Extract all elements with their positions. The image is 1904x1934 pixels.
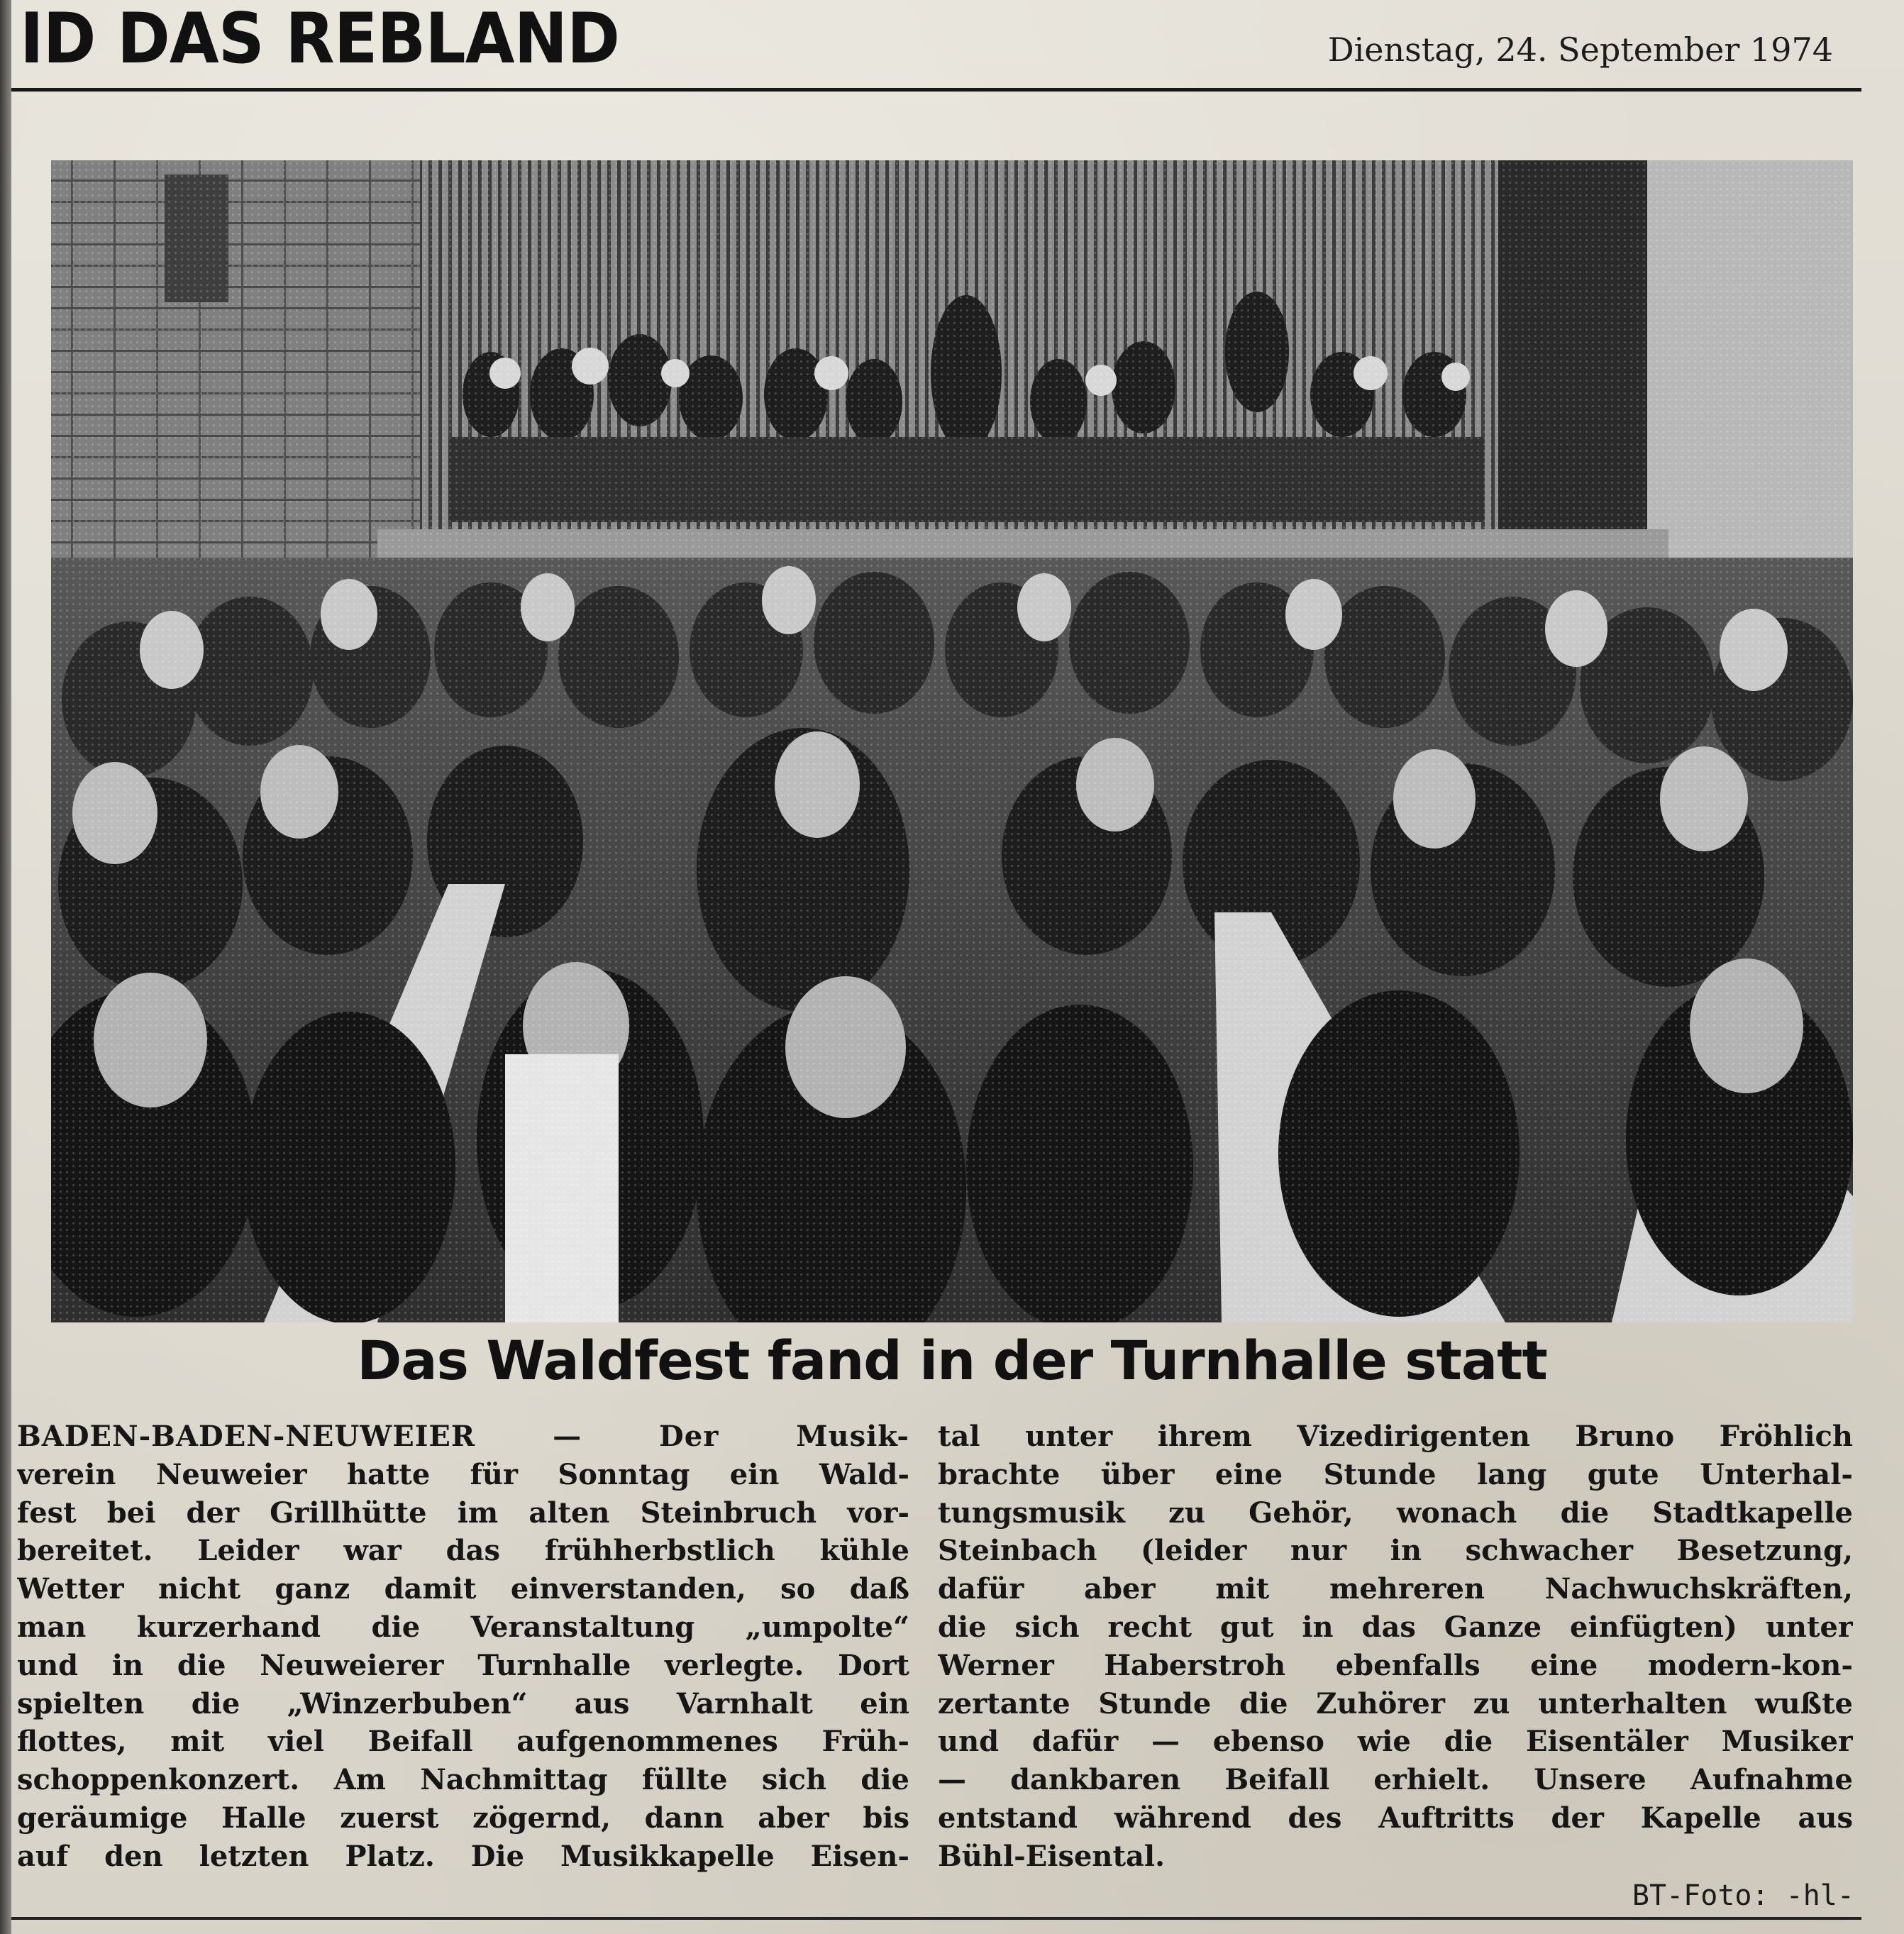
bottom-rule [11, 1917, 1861, 1920]
issue-date: Dienstag, 24. September 1974 [1327, 31, 1833, 69]
text-line: brachte über eine Stunde lang gute Unterhal- [938, 1457, 1853, 1491]
text-line: Steinbach (leider nur in schwacher Besetzung, [938, 1534, 1853, 1568]
masthead-title: ID DAS REBLAND [20, 0, 620, 79]
masthead-rule [11, 88, 1861, 92]
text-line: und dafür — ebenso wie die Eisentäler Musiker [938, 1725, 1853, 1759]
text-line: tal unter ihrem Vizedirigenten Bruno Fröhlich [938, 1420, 1853, 1453]
text-line: dafür aber mit mehreren Nachwuchskräften, [938, 1572, 1853, 1606]
text-line: die sich recht gut in das Ganze einfügten) unter [938, 1610, 1853, 1644]
article-column-left [17, 1418, 909, 1876]
article-column-right [938, 1418, 1853, 1876]
concert-photo [51, 160, 1853, 1322]
text-line: verein Neuweier hatte für Sonntag ein Wald- [17, 1457, 909, 1491]
photo-credit: BT-Foto: -hl- [1632, 1879, 1854, 1912]
text-line: zertante Stunde die Zuhörer zu unterhalten wußte [938, 1686, 1853, 1720]
text-line: tungsmusik zu Gehör, wonach die Stadtkapelle [938, 1496, 1853, 1530]
text-line: spielten die „Winzerbuben“ aus Varnhalt ein [17, 1686, 909, 1720]
text-line: und in die Neuweierer Turnhalle verlegte. Dort [17, 1648, 909, 1682]
article-headline: Das Waldfest fand in der Turnhalle statt [357, 1329, 1547, 1392]
text-line: entstand während des Auftritts der Kapelle aus [938, 1801, 1853, 1835]
clipping-edge [0, 0, 11, 1934]
text-line: fest bei der Grillhütte im alten Steinbruch vor- [17, 1496, 909, 1530]
text-line: — dankbaren Beifall erhielt. Unsere Aufnahme [938, 1763, 1853, 1797]
text-line: man kurzerhand die Veranstaltung „umpolte“ [17, 1610, 909, 1644]
text-line: Werner Haberstroh ebenfalls eine modern-kon- [938, 1648, 1853, 1682]
text-line: auf den letzten Platz. Die Musikkapelle Eisen- [17, 1839, 909, 1873]
text-line: schoppenkonzert. Am Nachmittag füllte sich die [17, 1763, 909, 1797]
text-line: BADEN-BADEN-NEUWEIER — Der Musik- [17, 1420, 909, 1453]
text-line: bereitet. Leider war das frühherbstlich kühle [17, 1534, 909, 1568]
text-line: Bühl-Eisental. [938, 1839, 1166, 1873]
text-line: flottes, mit viel Beifall aufgenommenes Früh- [17, 1725, 909, 1759]
text-line: geräumige Halle zuerst zögernd, dann aber bis [17, 1801, 909, 1835]
text-line: Wetter nicht ganz damit einverstanden, so daß [17, 1572, 909, 1606]
